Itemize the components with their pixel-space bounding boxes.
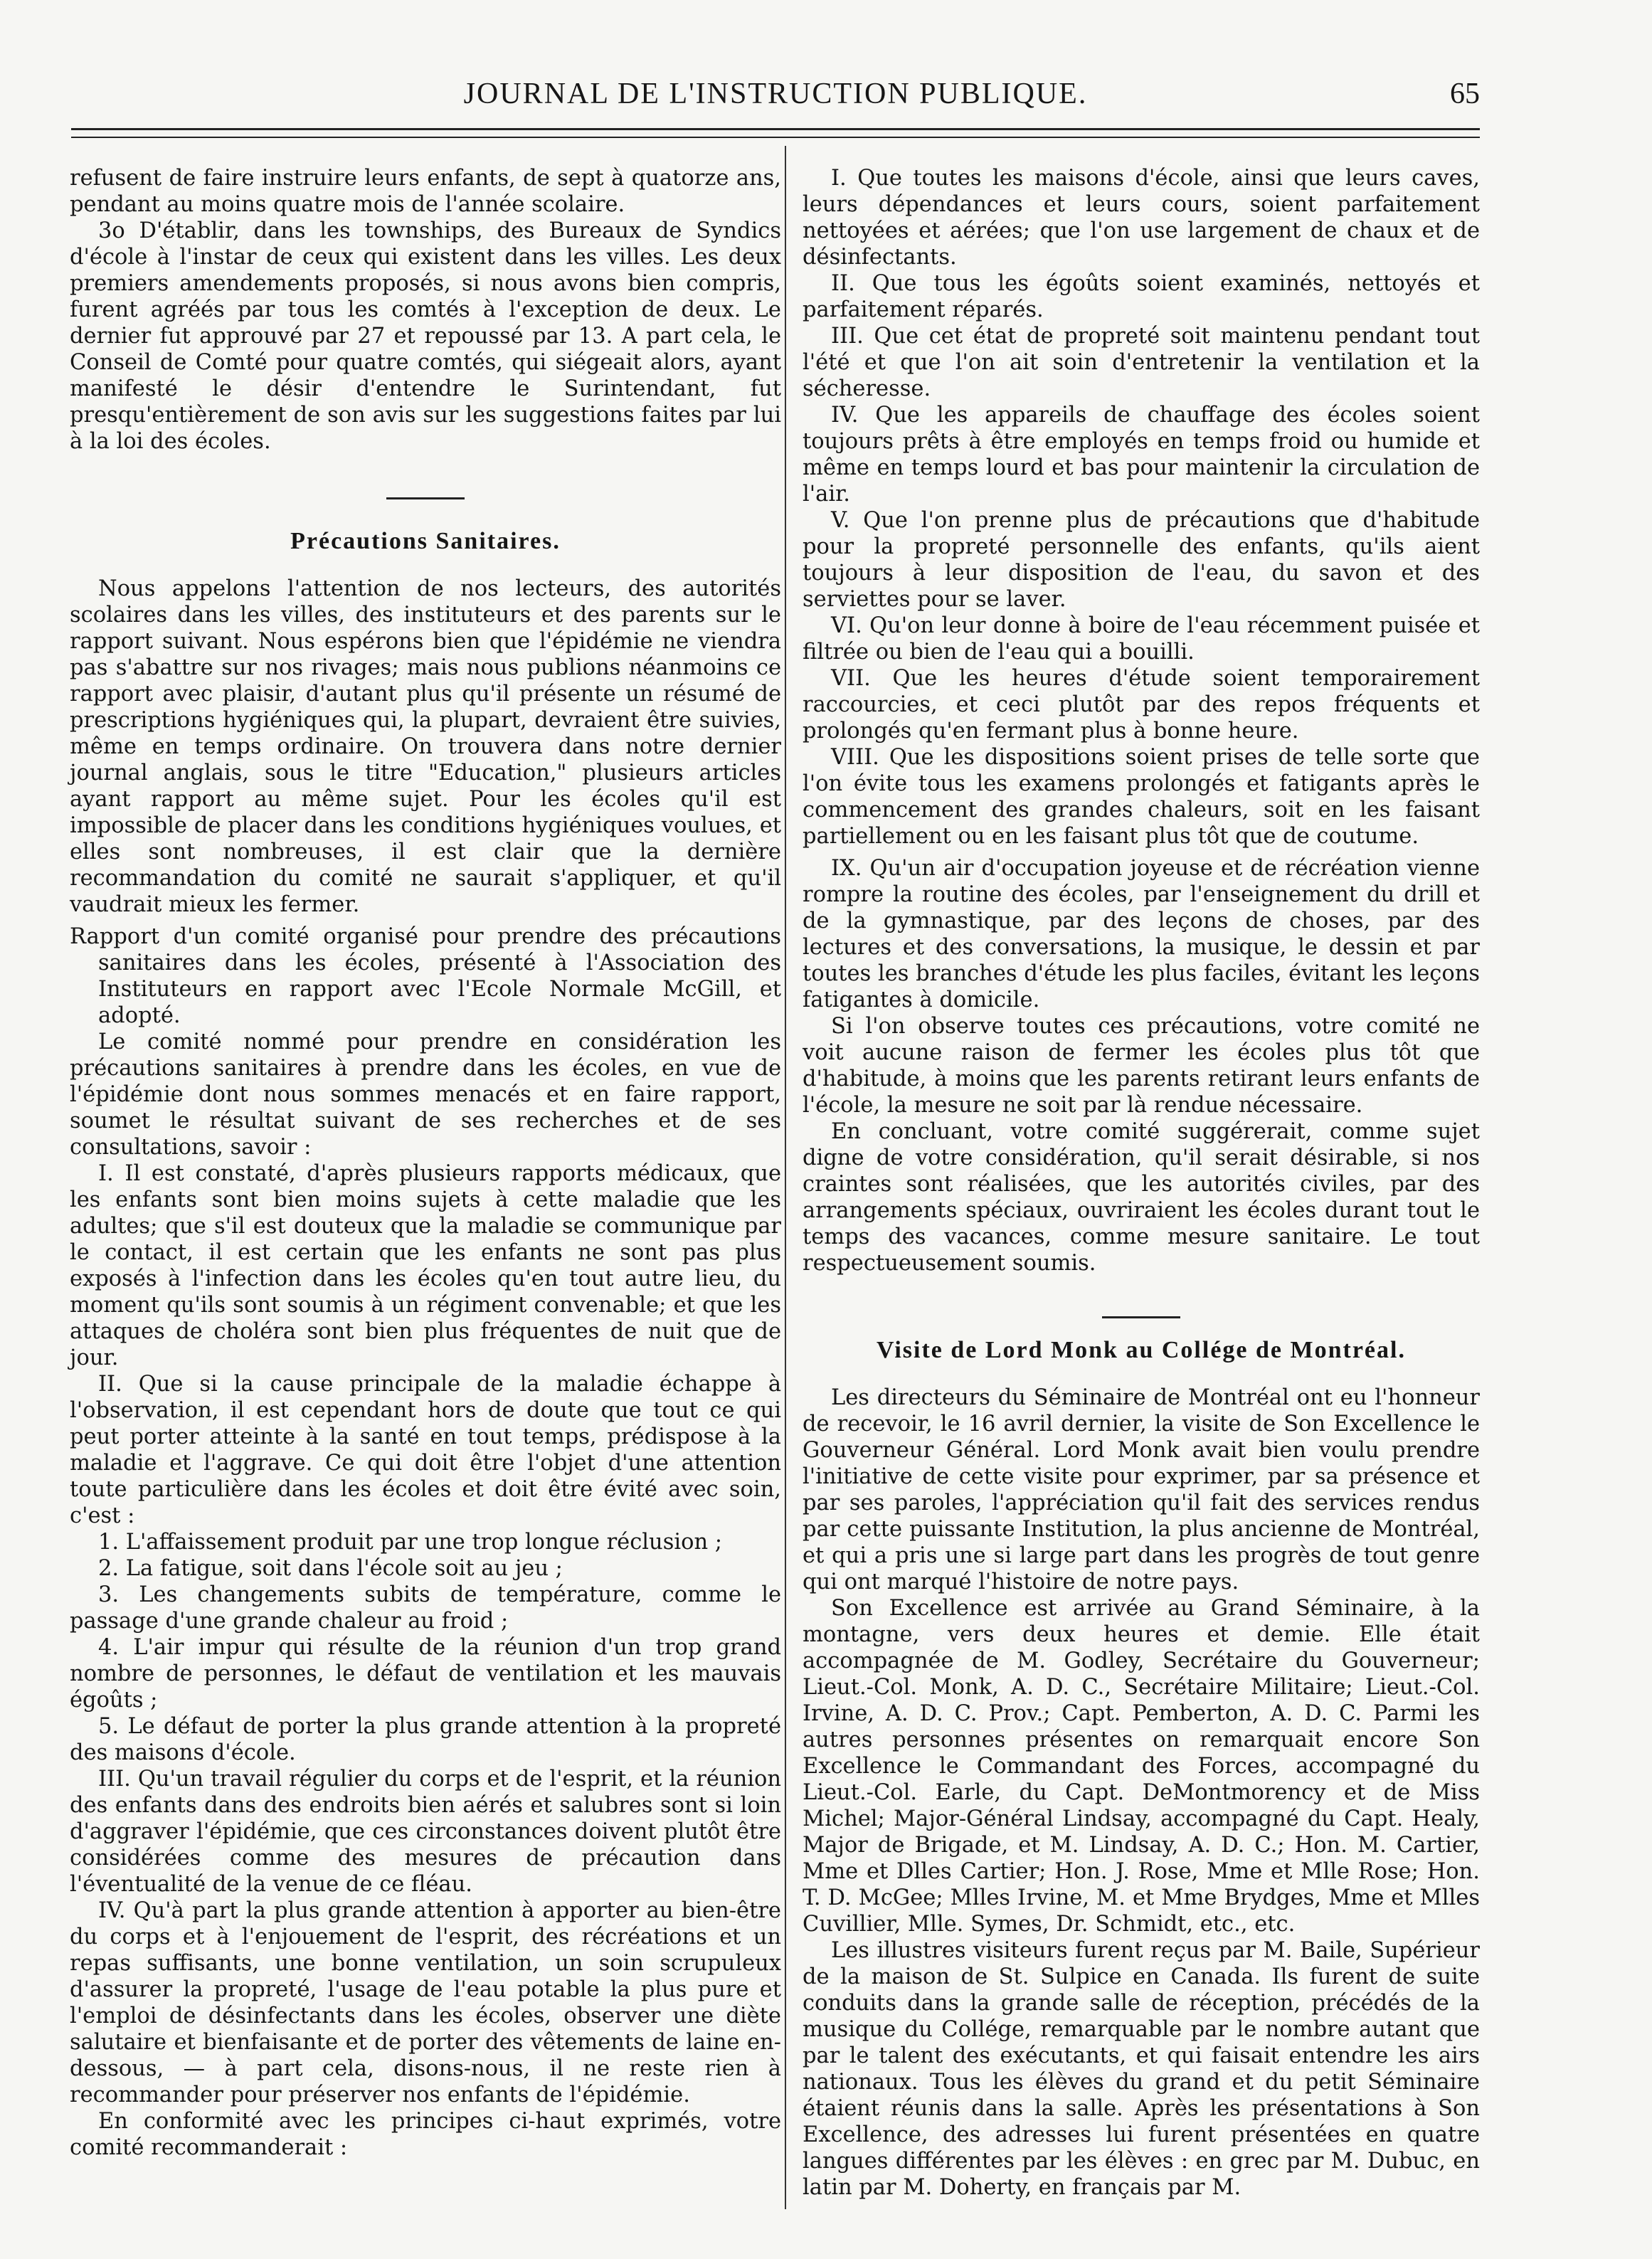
section-title-sanitaires: Précautions Sanitaires. [290, 528, 561, 554]
paragraph: 3o D'établir, dans les townships, des Bureaux de Syndics d'école à l'instar de ceux qui existent dans les villes. Les deux premiers amendements proposés, si nous avons bien compris, furent agréés par tous les comtés à l'exception de deux. Le dernier fut approuvé par 27 et repoussé par 13. A part cela, le Conseil de Comté pour quatre comtés, qui siégeait alors, ayant manifesté le désir d'entendre le Surintendant, fut presqu'entièrement de son avis sur les suggestions faites par lui à la loi des écoles. [70, 218, 781, 454]
section-divider [386, 497, 465, 499]
paragraph: En conformité avec les principes ci-haut exprimés, votre comité recommanderait : [70, 2109, 781, 2160]
list-item: IV. Que les appareils de chauffage des écoles soient toujours prêts à être employés en temps froid ou humide et même en temps lourd et bas pour maintenir la circulation de l'air. [803, 403, 1480, 507]
section-divider [1102, 1316, 1180, 1318]
list-item: IX. Qu'un air d'occupation joyeuse et de récréation vienne rompre la routine des écoles, par l'enseignement du drill et de la gymnastique, par des leçons de choses, par des lectures et des conversations, la musique, le dessin et par toutes les branches d'étude les plus faciles, évitant les leçons fatigantes à domicile. [803, 856, 1480, 1012]
list-item: III. Que cet état de propreté soit maintenu pendant tout l'été et que l'on ait soin d'entretenir la ventilation et la sécheresse. [803, 324, 1480, 401]
list-item: 3. Les changements subits de température, comme le passage d'une grande chaleur au froid ; [70, 1582, 781, 1634]
list-item: VII. Que les heures d'étude soient temporairement raccourcies, et ceci plutôt par des repos fréquents et prolongés qu'en fermant plus à bonne heure. [803, 666, 1480, 744]
journal-title: JOURNAL DE L'INSTRUCTION PUBLIQUE. [463, 78, 1088, 110]
section-title-visite: Visite de Lord Monk au Collége de Montréal. [877, 1337, 1406, 1363]
running-head [71, 77, 1480, 120]
list-item: IV. Qu'à part la plus grande attention à apporter au bien-être du corps et à l'enjouement de l'esprit, des récréations et un repas suffisants, une bonne ventilation, un soin scrupuleux d'assurer la propreté, l'usage de l'eau potable la plus pure et l'emploi de désinfectants dans les écoles, observer une diète salutaire et bienfaisante et de porter des vêtements de laine en-dessous, — à part cela, disons-nous, il ne reste rien à recommander pour préserver nos enfants de l'épidémie. [70, 1898, 781, 2107]
report-heading: Rapport d'un comité organisé pour prendre des précautions sanitaires dans les écoles, présenté à l'Association des Instituteurs en rapport avec l'Ecole Normale McGill, et adopté. [70, 924, 781, 1028]
paragraph: Les directeurs du Séminaire de Montréal ont eu l'honneur de recevoir, le 16 avril dernier, la visite de Son Excellence le Gouverneur Général. Lord Monk avait bien voulu prendre l'initiative de cette visite pour exprimer, par sa présence et par ses paroles, l'appréciation qu'il fait des services rendus par cette puissante Institution, la plus ancienne de Montréal, et qui a pris une si large part dans les progrès de tout genre qui ont marqué l'histoire de notre pays. [803, 1385, 1480, 1594]
paragraph: Les illustres visiteurs furent reçus par M. Baile, Supérieur de la maison de St. Sulpice en Canada. Ils furent de suite conduits dans la grande salle de réception, précédés de la musique du Collége, remarquable par le nombre autant que par le talent des exécutants, et qui faisait entendre les airs nationaux. Tous les élèves du grand et du petit Séminaire étaient réunis dans la salle. Après les présentations à Son Excellence, des adresses lui furent présentées en quatre langues différentes par les élèves : en grec par M. Dubuc, en latin par M. Doherty, en français par M. [803, 1938, 1480, 2200]
left-column [70, 165, 781, 2161]
list-item: I. Que toutes les maisons d'école, ainsi que leurs caves, leurs dépendances et leurs cours, soient parfaitement nettoyées et aérées; que l'on use largement de chaux et de désinfectants. [803, 166, 1480, 270]
list-item: I. Il est constaté, d'après plusieurs rapports médicaux, que les enfants sont bien moins sujets à cette maladie que les adultes; que s'il est douteux que la maladie se communique par le contact, il est certain que les enfants ne sont pas plus exposés à l'infection dans les écoles qu'en tout autre lieu, du moment qu'ils sont soumis à un régiment convenable; et que les attaques de choléra sont bien plus fréquentes de nuit que de jour. [70, 1161, 781, 1370]
list-item: VIII. Que les dispositions soient prises de telle sorte que l'on évite tous les examens prolongés et fatigants après le commencement des grandes chaleurs, soit en les faisant partiellement ou en les faisant plus tôt que de coutume. [803, 745, 1480, 849]
column-divider [785, 146, 786, 2209]
list-item: VI. Qu'on leur donne à boire de l'eau récemment puisée et filtrée ou bien de l'eau qui a bouilli. [803, 613, 1480, 665]
list-item: V. Que l'on prenne plus de précautions que d'habitude pour la propreté personnelle des enfants, qu'ils aient toujours à leur disposition de l'eau, du savon et des serviettes pour se laver. [803, 508, 1480, 612]
paragraph: refusent de faire instruire leurs enfants, de sept à quatorze ans, pendant au moins quatre mois de l'année scolaire. [70, 166, 781, 217]
paragraph: Le comité nommé pour prendre en considération les précautions sanitaires à prendre dans les écoles, en vue de l'épidémie dont nous sommes menacés et en faire rapport, soumet le résultat suivant de ses recherches et de ses consultations, savoir : [70, 1030, 781, 1160]
paragraph: En concluant, votre comité suggérerait, comme sujet digne de votre considération, qu'il serait désirable, si nos craintes sont réalisées, que les autorités civiles, par des arrangements spéciaux, ouvriraient les écoles durant tout le temps des vacances, comme mesure sanitaire. Le tout respectueusement soumis. [803, 1119, 1480, 1276]
page-number: 65 [1450, 78, 1480, 110]
list-item: 4. L'air impur qui résulte de la réunion d'un trop grand nombre de personnes, le défaut de ventilation et les mauvais égoûts ; [70, 1635, 781, 1713]
paragraph: Son Excellence est arrivée au Grand Séminaire, à la montagne, vers deux heures et demie. Elle était accompagnée de M. Godley, Secrétaire du Gouverneur; Lieut.-Col. Monk, A. D. C., Secrétaire Militaire; Lieut.-Col. Irvine, A. D. C. Prov.; Capt. Pemberton, A. D. C. Parmi les autres personnes présentes on remarquait encore Son Excellence le Commandant des Forces, accompagné du Lieut.-Col. Earle, du Capt. DeMontmorency et de Miss Michel; Major-Général Lindsay, accompagné du Capt. Healy, Major de Brigade, et M. Lindsay, A. D. C.; Hon. M. Cartier, Mme et Dlles Cartier; Hon. J. Rose, Mme et Mlle Rose; Hon. T. D. McGee; Mlles Irvine, M. et Mme Brydges, Mme et Mlles Cuvillier, Mlle. Symes, Dr. Schmidt, etc., etc. [803, 1596, 1480, 1937]
list-item: III. Qu'un travail régulier du corps et de l'esprit, et la réunion des enfants dans des endroits bien aérés et salubres sont si loin d'aggraver l'épidémie, que ces circonstances doivent plutôt être considérées comme des mesures de précaution dans l'éventualité de la venue de ce fléau. [70, 1767, 781, 1897]
header-rule [71, 128, 1480, 138]
list-item: 2. La fatigue, soit dans l'école soit au jeu ; [98, 1556, 563, 1581]
list-item: II. Que tous les égoûts soient examinés, nettoyés et parfaitement réparés. [803, 271, 1480, 322]
paragraph: Si l'on observe toutes ces précautions, votre comité ne voit aucune raison de fermer les écoles plus tôt que d'habitude, à moins que les parents retirant leurs enfants de l'école, la mesure ne soit par là rendue nécessaire. [803, 1014, 1480, 1118]
right-column [803, 165, 1480, 2201]
list-item: II. Que si la cause principale de la maladie échappe à l'observation, il est cependant hors de doute que tout ce qui peut porter atteinte à la santé en tout temps, prédispose à la maladie et l'aggrave. Ce qui doit être l'objet d'une attention toute particulière dans les écoles et doit être évité avec soin, c'est : [70, 1372, 781, 1528]
paragraph: Nous appelons l'attention de nos lecteurs, des autorités scolaires dans les villes, des instituteurs et des parents sur le rapport suivant. Nous espérons bien que l'épidémie ne viendra pas s'abattre sur nos rivages; mais nous publions néanmoins ce rapport avec plaisir, d'autant plus qu'il présente un résumé de prescriptions hygiéniques qui, la plupart, devraient être suivies, même en temps ordinaire. On trouvera dans notre dernier journal anglais, sous le titre "Education," plusieurs articles ayant rapport au même sujet. Pour les écoles qu'il est impossible de placer dans les conditions hygiéniques voulues, et elles sont nombreuses, il est clair que la dernière recommandation du comité ne saurait s'appliquer, et qu'il vaudrait mieux les fermer. [70, 576, 781, 917]
list-item: 1. L'affaissement produit par une trop longue réclusion ; [98, 1530, 723, 1555]
list-item: 5. Le défaut de porter la plus grande attention à la propreté des maisons d'école. [70, 1714, 781, 1765]
